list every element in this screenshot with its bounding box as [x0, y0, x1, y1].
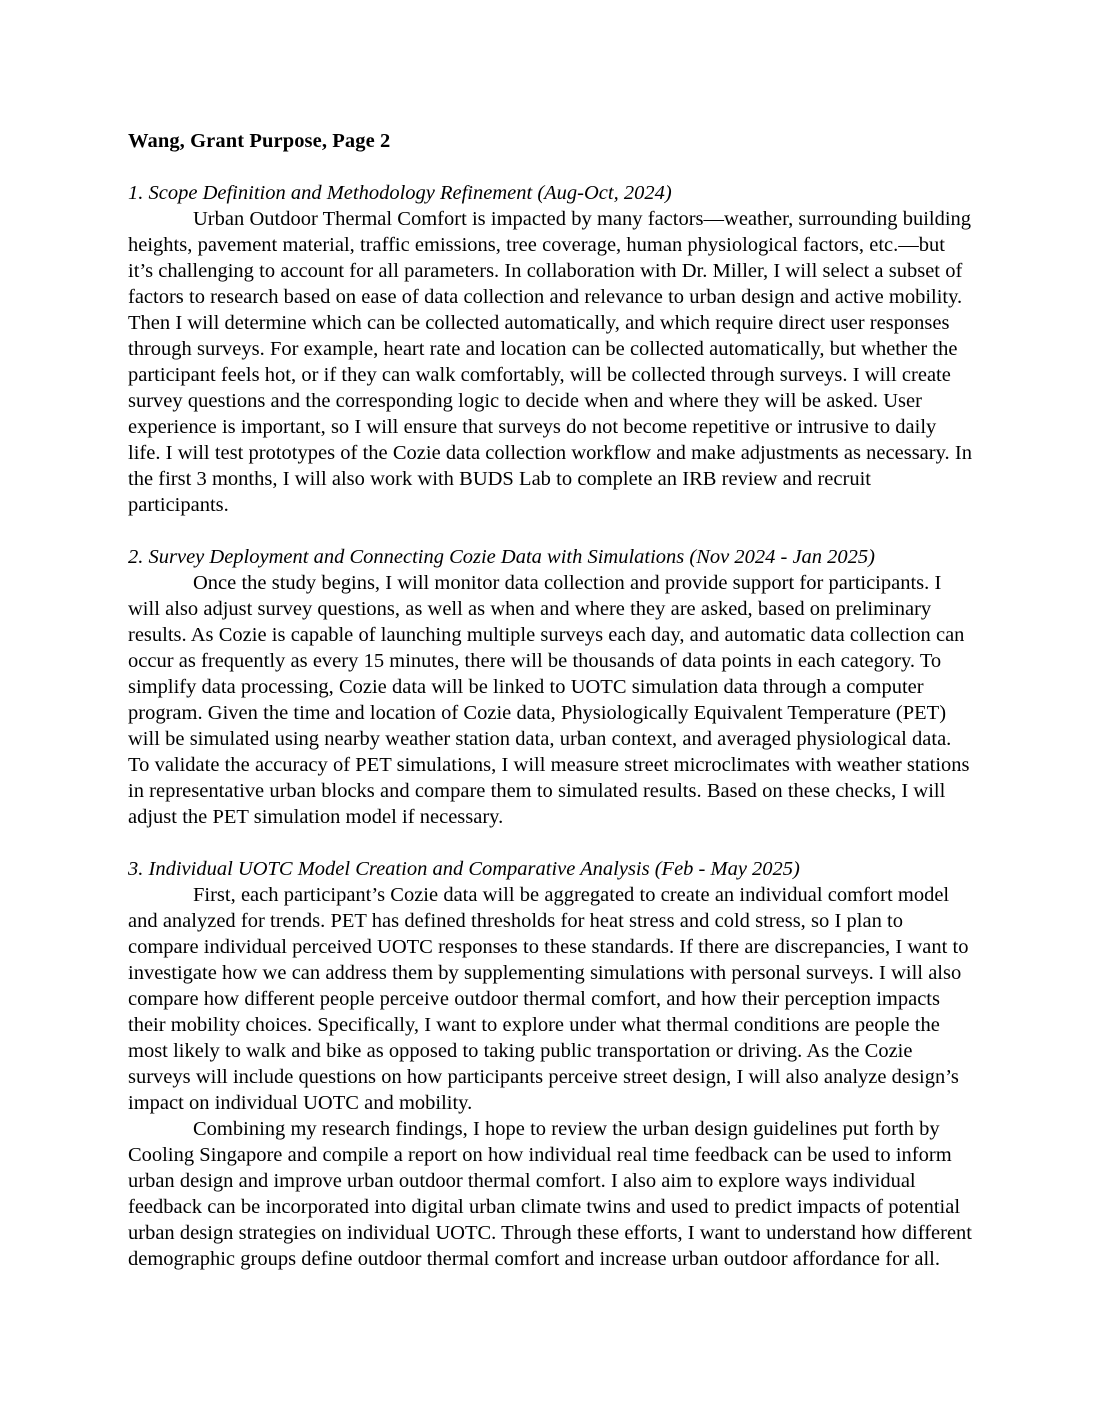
section-1-paragraph-1: Urban Outdoor Thermal Comfort is impacted by many factors—weather, surrounding building heights, pavement material, traffic emissions, tree coverage, human physiological factors, etc.—but it’s challenging to account for all parameters. In collaboration with Dr. Miller, I will select a subset of factors to research based on ease of data collection and relevance to urban design and active mobility. Then I will determine which can be collected automatically, and which require direct user responses through surveys. For example, heart rate and location can be collected automatically, but whether the participant feels hot, or if they can walk comfortably, will be collected through surveys. I will create survey questions and the corresponding logic to decide when and where they will be asked. User experience is important, so I will ensure that surveys do not become repetitive or intrusive to daily life. I will test prototypes of the Cozie data collection workflow and make adjustments as necessary. In the first 3 months, I will also work with BUDS Lab to complete an IRB review and recruit participants. [128, 208, 972, 516]
section-3-paragraph-2: Combining my research findings, I hope to review the urban design guidelines put forth by Cooling Singapore and compile a report on how individual real time feedback can be used to inform urban design and improve urban outdoor thermal comfort. I also aim to explore ways individual feedback can be incorporated into digital urban climate twins and used to predict impacts of potential urban design strategies on individual UOTC. Through these efforts, I want to understand how different demographic groups define outdoor thermal comfort and increase urban outdoor affordance for all. [128, 1118, 973, 1270]
document-body [128, 128, 972, 1272]
header-spacer [128, 154, 972, 180]
section-1-heading: 1. Scope Definition and Methodology Refinement (Aug-Oct, 2024) [128, 182, 672, 204]
section-gap-2 [128, 830, 972, 856]
section-gap-1 [128, 518, 972, 544]
section-3-heading: 3. Individual UOTC Model Creation and Comparative Analysis (Feb - May 2025) [128, 858, 800, 880]
section-2-heading: 2. Survey Deployment and Connecting Cozie Data with Simulations (Nov 2024 - Jan 2025) [128, 546, 876, 568]
section-3-paragraph-1: First, each participant’s Cozie data will be aggregated to create an individual comfort model and analyzed for trends. PET has defined thresholds for heat stress and cold stress, so I plan to compare individual perceived UOTC responses to these standards. If there are discrepancies, I want to investigate how we can address them by supplementing simulations with personal surveys. I will also compare how different people perceive outdoor thermal comfort, and how their perception impacts their mobility choices. Specifically, I want to explore under what thermal conditions are people the most likely to walk and bike as opposed to taking public transportation or driving. As the Cozie surveys will include questions on how participants perceive street design, I will also analyze design’s impact on individual UOTC and mobility. [128, 884, 969, 1114]
section-1 [128, 180, 972, 518]
section-3 [128, 856, 972, 1272]
section-2 [128, 544, 972, 830]
section-2-paragraph-1: Once the study begins, I will monitor data collection and provide support for participants. I will also adjust survey questions, as well as when and where they are asked, based on preliminary results. As Cozie is capable of launching multiple surveys each day, and automatic data collection can occur as frequently as every 15 minutes, there will be thousands of data points in each category. To simplify data processing, Cozie data will be linked to UOTC simulation data through a computer program. Given the time and location of Cozie data, Physiologically Equivalent Temperature (PET) will be simulated using nearby weather station data, urban context, and averaged physiological data. To validate the accuracy of PET simulations, I will measure street microclimates with weather stations in representative urban blocks and compare them to simulated results. Based on these checks, I will adjust the PET simulation model if necessary. [128, 572, 970, 828]
page-title: Wang, Grant Purpose, Page 2 [128, 130, 391, 152]
